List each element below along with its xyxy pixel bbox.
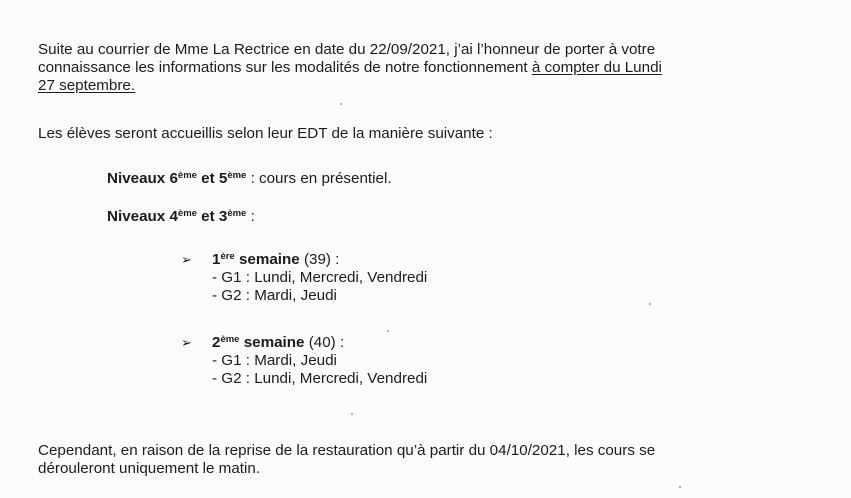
scan-speck	[351, 413, 353, 415]
week-1-num: 1	[212, 251, 221, 268]
scan-speck	[649, 303, 651, 305]
arrow-bullet-icon: ➢	[181, 252, 192, 267]
week-1-label: semaine	[234, 251, 300, 268]
niveaux-6-5-mid: et 5	[196, 170, 228, 187]
scan-speck	[387, 330, 389, 332]
week-2-num: 2	[212, 334, 221, 351]
intro-line-2	[38, 59, 662, 77]
week-1-heading	[212, 251, 339, 269]
niveaux-6-5-line	[107, 170, 392, 188]
niveaux-6-sup: ème	[177, 170, 197, 181]
week-2-suffix: (40) :	[304, 334, 345, 351]
arrow-bullet-icon: ➢	[181, 335, 192, 350]
scan-speck	[340, 103, 342, 105]
niveaux-4-3-line	[107, 208, 255, 226]
niveaux-4-sup: ème	[177, 208, 197, 219]
closing-line-1: Cependant, en raison de la reprise de la restauration qu’à partir du 04/10/2021, les cours se	[38, 442, 656, 459]
niveaux-6-5-prefix: Niveaux 6	[107, 170, 178, 187]
niveaux-6-5-rest: : cours en présentiel.	[246, 170, 392, 187]
niveaux-4-3-prefix: Niveaux 4	[107, 208, 178, 225]
niveaux-5-sup: ème	[227, 170, 247, 181]
accueil-sentence: Les élèves seront accueillis selon leur EDT de la manière suivante :	[38, 125, 493, 142]
week-1-suffix: (39) :	[299, 251, 340, 268]
week-2-heading	[212, 334, 344, 352]
niveaux-4-3-mid: et 3	[196, 208, 228, 225]
week-1-group-1: - G1 : Lundi, Mercredi, Vendredi	[212, 269, 428, 286]
intro-line-2-text: connaissance les informations sur les modalités de notre fonctionnement	[38, 59, 532, 76]
week-2-group-1: - G1 : Mardi, Jeudi	[212, 352, 337, 369]
week-1-sup: ère	[220, 251, 235, 262]
week-2-group-2: - G2 : Lundi, Mercredi, Vendredi	[212, 370, 428, 387]
week-1-group-2: - G2 : Mardi, Jeudi	[212, 287, 337, 304]
intro-line-1: Suite au courrier de Mme La Rectrice en date du 22/09/2021, j’ai l’honneur de porter à votre	[38, 41, 656, 58]
week-2-label: semaine	[239, 334, 305, 351]
closing-line-2: dérouleront uniquement le matin.	[38, 460, 261, 477]
scan-speck	[679, 486, 681, 488]
intro-line-3: 27 septembre.	[38, 77, 136, 94]
week-2-sup: ème	[220, 334, 240, 345]
start-date-underlined: à compter du Lundi	[531, 59, 662, 76]
niveaux-3-sup: ème	[227, 208, 247, 219]
niveaux-4-3-rest: :	[246, 208, 255, 225]
